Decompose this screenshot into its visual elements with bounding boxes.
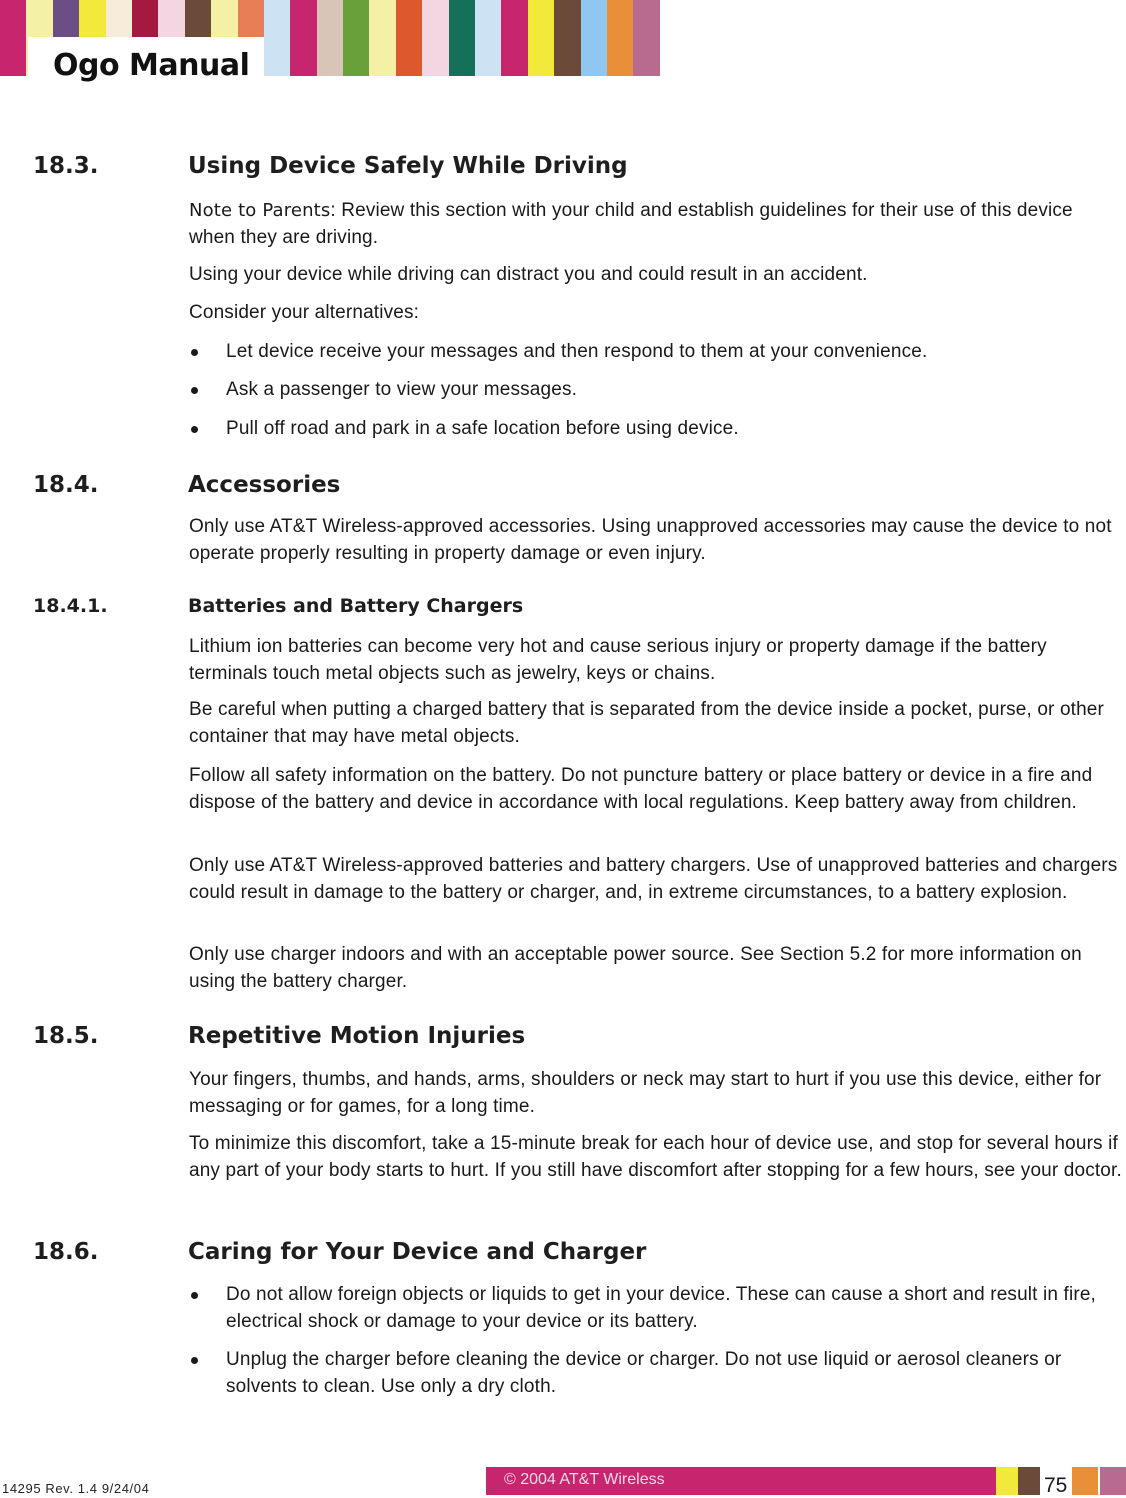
paragraph: Follow all safety information on the battery. Do not puncture battery or place battery or device in a fire and dispose of the battery and device in accordance with local regulations. Keep battery away from children. <box>189 765 1093 813</box>
bullet-text: Do not allow foreign objects or liquids to get in your device. These can cause a short and result in fire, electrical shock or damage to your device or its battery. <box>226 1284 1096 1332</box>
section-title: Accessories <box>188 472 341 498</box>
header-stripe <box>607 0 633 76</box>
header-stripe <box>317 0 343 76</box>
header-stripe <box>475 0 501 76</box>
footer-color-square <box>996 1467 1018 1495</box>
subsection-number: 18.4.1. <box>33 595 108 617</box>
header-stripe <box>290 0 316 76</box>
header-stripe <box>528 0 554 76</box>
manual-title: Ogo Manual <box>53 48 250 83</box>
paragraph: To minimize this discomfort, take a 15-minute break for each hour of device use, and stop for several hours if any part of your body starts to hurt. If you still have discomfort after stopping for a few hours, see your doctor. <box>189 1133 1122 1181</box>
header-stripe <box>501 0 527 76</box>
note-label: Note to Parents <box>189 200 331 221</box>
section-number: 18.3. <box>33 153 99 179</box>
bullet-text: Unplug the charger before cleaning the device or charger. Do not use liquid or aerosol cleaners or solvents to clean. Use only a dry cloth. <box>226 1349 1062 1397</box>
bullet-text: Ask a passenger to view your messages. <box>226 379 578 400</box>
revision-info: 14295 Rev. 1.4 9/24/04 <box>2 1481 150 1496</box>
section-number: 18.4. <box>33 472 99 498</box>
bullet-icon <box>191 1357 198 1364</box>
header-stripe <box>449 0 475 76</box>
header-stripe <box>369 0 395 76</box>
section-title: Caring for Your Device and Charger <box>188 1239 647 1265</box>
bullet-icon <box>191 387 198 394</box>
paragraph: Only use charger indoors and with an acceptable power source. See Section 5.2 for more information on using the battery charger. <box>189 944 1082 992</box>
subsection-title: Batteries and Battery Chargers <box>188 595 524 617</box>
section-title: Using Device Safely While Driving <box>188 153 628 179</box>
paragraph: Using your device while driving can distract you and could result in an accident. <box>189 264 868 285</box>
header-stripe <box>422 0 448 76</box>
bullet-text: Let device receive your messages and then respond to them at your convenience. <box>226 341 928 362</box>
footer-color-square <box>1018 1467 1040 1495</box>
bullet-text: Pull off road and park in a safe location before using device. <box>226 418 739 439</box>
bullet-icon <box>191 349 198 356</box>
parents-note <box>189 198 1124 251</box>
header-stripe <box>581 0 607 76</box>
bullet-icon <box>191 426 198 433</box>
header-stripe <box>264 0 290 76</box>
header-stripe <box>343 0 369 76</box>
copyright-text: © 2004 AT&T Wireless <box>504 1471 665 1488</box>
section-title: Repetitive Motion Injuries <box>188 1023 526 1049</box>
header-stripe <box>396 0 422 76</box>
paragraph: Lithium ion batteries can become very hot and cause serious injury or property damage if the battery terminals touch metal objects such as jewelry, keys or chains. <box>189 636 1047 684</box>
bullet-icon <box>191 1292 198 1299</box>
header-stripe <box>633 0 659 76</box>
footer-color-square <box>1072 1467 1098 1495</box>
paragraph: Consider your alternatives: <box>189 302 420 323</box>
header-stripe <box>554 0 580 76</box>
note-text: : Review this section with your child and establish guidelines for their use of this device when they are driving. <box>189 200 1073 248</box>
paragraph: Be careful when putting a charged battery that is separated from the device inside a pocket, purse, or other container that may have metal objects. <box>189 699 1104 747</box>
footer-color-square <box>1100 1467 1126 1495</box>
section-number: 18.6. <box>33 1239 99 1265</box>
header-stripe <box>0 0 26 76</box>
paragraph: Your fingers, thumbs, and hands, arms, shoulders or neck may start to hurt if you use this device, either for messaging or for games, for a long time. <box>189 1069 1102 1117</box>
paragraph: Only use AT&T Wireless-approved accessories. Using unapproved accessories may cause the device to not operate properly resulting in property damage or even injury. <box>189 516 1112 564</box>
page-number: 75 <box>1044 1474 1068 1497</box>
section-number: 18.5. <box>33 1023 99 1049</box>
paragraph: Only use AT&T Wireless-approved batteries and battery chargers. Use of unapproved batteries and chargers could result in damage to the battery or charger, and, in extreme circumstances, to a battery explosion. <box>189 855 1118 903</box>
